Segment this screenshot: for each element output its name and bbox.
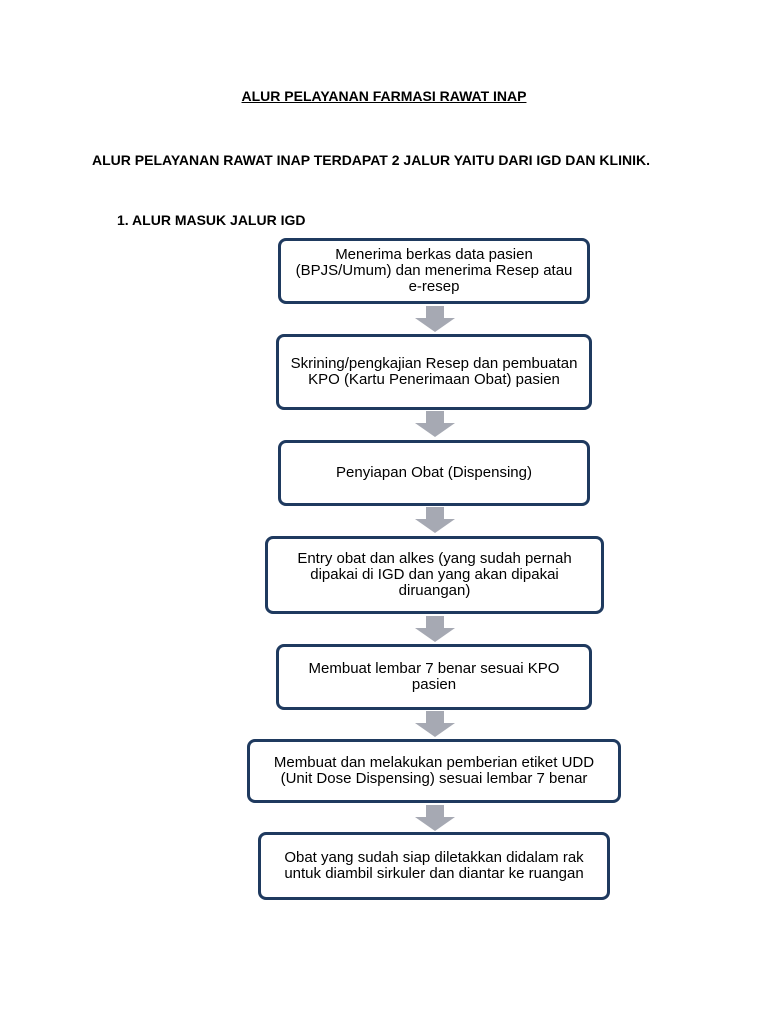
- flow-step-entry-drugs: Entry obat dan alkes (yang sudah pernah dipakai di IGD dan yang akan dipakai diruangan): [265, 536, 604, 614]
- flow-step-dispensing: Penyiapan Obat (Dispensing): [278, 440, 590, 506]
- flow-step-place-on-rack: Obat yang sudah siap diletakkan didalam rak untuk diambil sirkuler dan diantar ke ruangan: [258, 832, 610, 900]
- down-arrow-icon: [415, 507, 455, 533]
- down-arrow-icon: [415, 805, 455, 831]
- intro-paragraph: ALUR PELAYANAN RAWAT INAP TERDAPAT 2 JALUR YAITU DARI IGD DAN KLINIK.: [92, 152, 650, 168]
- document-title: ALUR PELAYANAN FARMASI RAWAT INAP: [241, 88, 527, 104]
- flow-step-seven-rights-sheet: Membuat lembar 7 benar sesuai KPO pasien: [276, 644, 592, 710]
- section-heading-igd: 1. ALUR MASUK JALUR IGD: [117, 212, 306, 228]
- flow-step-screening: Skrining/pengkajian Resep dan pembuatan KPO (Kartu Penerimaan Obat) pasien: [276, 334, 592, 410]
- down-arrow-icon: [415, 411, 455, 437]
- flow-step-udd-label: Membuat dan melakukan pemberian etiket UDD (Unit Dose Dispensing) sesuai lembar 7 benar: [247, 739, 621, 803]
- down-arrow-icon: [415, 616, 455, 642]
- down-arrow-icon: [415, 306, 455, 332]
- flow-step-receive-prescription: Menerima berkas data pasien (BPJS/Umum) dan menerima Resep atau e-resep: [278, 238, 590, 304]
- down-arrow-icon: [415, 711, 455, 737]
